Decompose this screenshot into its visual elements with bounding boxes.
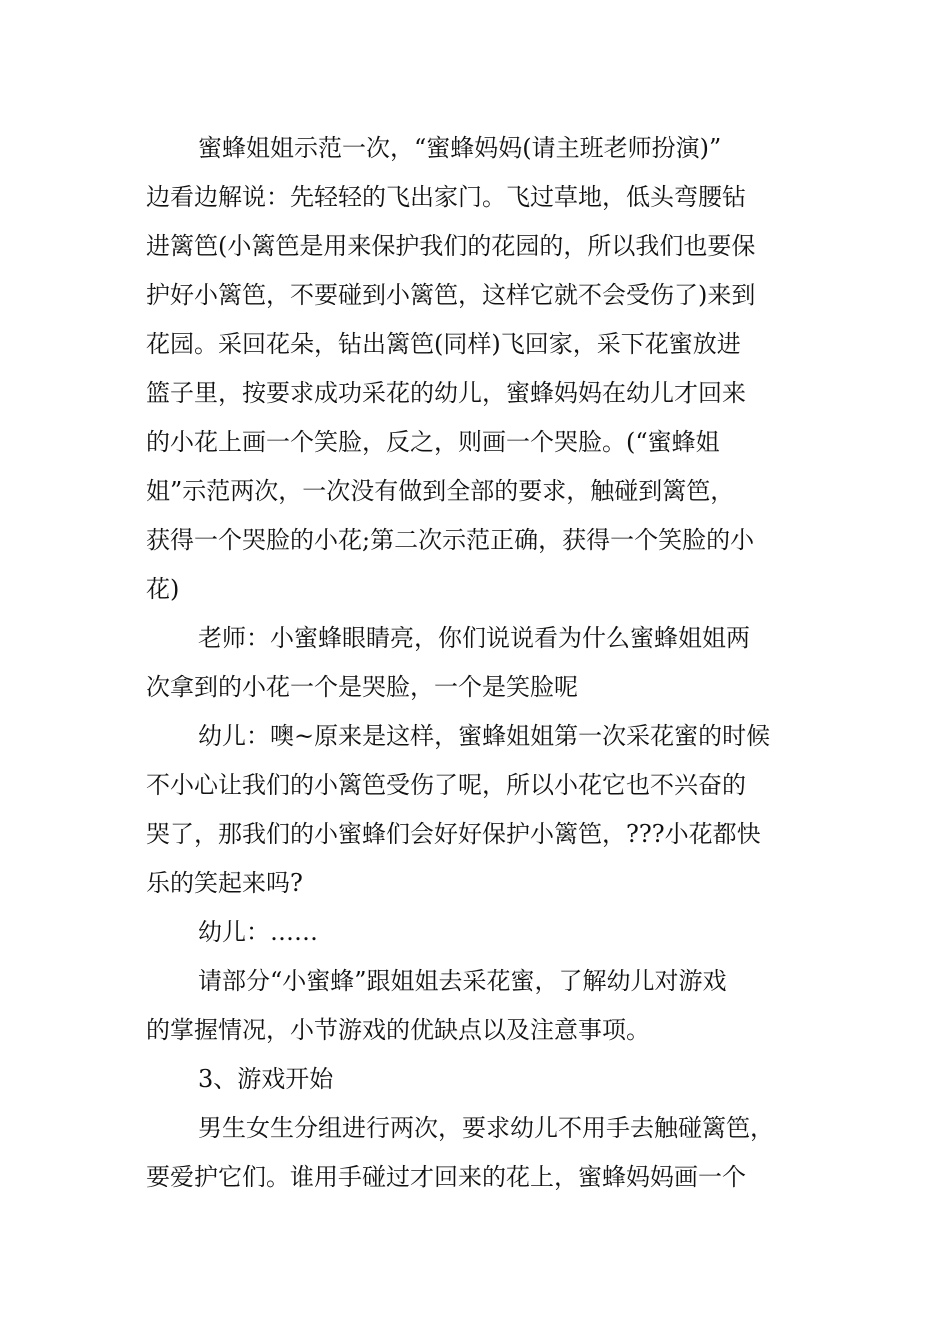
text-line: 哭了，那我们的小蜜蜂们会好好保护小篱笆，???小花都快	[146, 820, 761, 848]
text-line: 进篱笆(小篱笆是用来保护我们的花园的，所以我们也要保	[146, 232, 756, 260]
text-line: 获得一个哭脸的小花;第二次示范正确，获得一个笑脸的小	[146, 526, 755, 554]
document-body	[146, 124, 816, 1202]
text-line: 蜜蜂姐姐示范一次，“蜜蜂妈妈(请主班老师扮演)”	[198, 134, 722, 162]
text-line: 的掌握情况，小节游戏的优缺点以及注意事项。	[146, 1016, 650, 1044]
text-line: 老师：小蜜蜂眼睛亮，你们说说看为什么蜜蜂姐姐两	[198, 624, 750, 652]
text-line: 乐的笑起来吗?	[146, 869, 303, 897]
text-line: 次拿到的小花一个是哭脸，一个是笑脸呢	[146, 673, 578, 701]
text-line: 幼儿：噢~原来是这样，蜜蜂姐姐第一次采花蜜的时候	[198, 722, 771, 750]
paragraph-demo	[146, 124, 816, 614]
text-line: 要爱护它们。谁用手碰过才回来的花上，蜜蜂妈妈画一个	[146, 1163, 746, 1191]
text-line: 的小花上画一个笑脸，反之，则画一个哭脸。(“蜜蜂姐	[146, 428, 720, 456]
text-line: 花园。采回花朵，钻出篱笆(同样)飞回家，采下花蜜放进	[146, 330, 741, 358]
paragraph-child-ellipsis	[146, 908, 816, 957]
paragraph-child-answer	[146, 712, 816, 908]
text-line: 不小心让我们的小篱笆受伤了呢，所以小花它也不兴奋的	[146, 771, 746, 799]
text-line: 篮子里，按要求成功采花的幼儿，蜜蜂妈妈在幼儿才回来	[146, 379, 746, 407]
text-line: 花)	[146, 575, 180, 603]
paragraph-practice	[146, 957, 816, 1055]
text-line: 请部分“小蜜蜂”跟姐姐去采花蜜，了解幼儿对游戏	[198, 967, 727, 995]
text-line: 姐”示范两次，一次没有做到全部的要求，触碰到篱笆，	[146, 477, 735, 505]
section-heading-game-start	[146, 1055, 816, 1104]
text-line: 3、游戏开始	[198, 1065, 334, 1093]
text-line: 幼儿：……	[198, 918, 318, 946]
paragraph-groups	[146, 1104, 816, 1202]
text-line: 护好小篱笆，不要碰到小篱笆，这样它就不会受伤了)来到	[146, 281, 756, 309]
text-line: 边看边解说：先轻轻的飞出家门。飞过草地，低头弯腰钻	[146, 183, 746, 211]
paragraph-teacher	[146, 614, 816, 712]
text-line: 男生女生分组进行两次，要求幼儿不用手去触碰篱笆，	[198, 1114, 774, 1142]
